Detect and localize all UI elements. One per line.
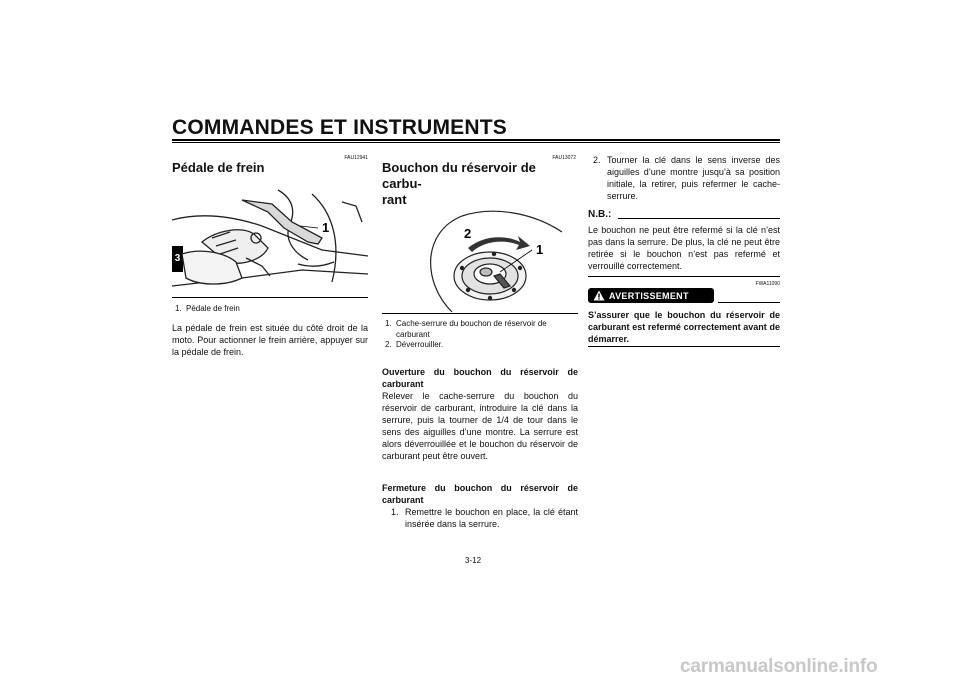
warning-rule [718, 302, 780, 303]
note-label: N.B.: [588, 209, 612, 220]
opening-heading: Ouverture du bouchon du réservoir de carburant [382, 367, 578, 389]
warning-badge [588, 288, 714, 303]
page-title: COMMANDES ET INSTRUMENTS [172, 116, 507, 139]
caption-text: Pédale de frein [186, 304, 240, 313]
figure-callout: 1 [536, 242, 544, 257]
warning-body: S’assurer que le bouchon du réservoir de carburant est refermé correctement avant de démarrer. [588, 310, 780, 344]
figure-callout: 1 [322, 220, 330, 235]
header-rule [172, 139, 780, 141]
closing-heading: Fermeture du bouchon du réservoir de carburant [382, 483, 578, 505]
section-title-line: rant [382, 192, 407, 207]
chapter-tab: 3 [172, 246, 183, 272]
note-rule [618, 218, 780, 219]
fuel-cap-illustration [382, 202, 578, 314]
page-number: 3-12 [465, 556, 482, 565]
closing-step-2 [593, 154, 780, 202]
warning-end-rule [588, 346, 780, 347]
step-text: Tourner la clé dans le sens inverse des aiguilles d’une montre jusqu’à sa position initiale, la retirer, puis refermer le cache-serrure. [607, 155, 780, 201]
section-title-fuel-cap [382, 160, 578, 208]
opening-body: Relever le cache-serrure du bouchon du réservoir de carburant, introduire la clé dans la serrure, puis la tourner de 1/4 de tour dans le sens des aiguilles d’une montre. La serrure est alors déverrouillée et le bouchon du réservoir de carburant peut être ouvert. [382, 391, 578, 461]
caption-number: 1. [385, 319, 392, 328]
caption-text: Déverrouiller. [396, 340, 444, 349]
brake-pedal-figure [172, 182, 368, 298]
warning-triangle-icon [593, 290, 605, 301]
section-title-brake-pedal: Pédale de frein [172, 160, 265, 175]
header-rule-thin [172, 142, 780, 143]
figure-callout: 2 [464, 226, 472, 241]
warning-label: AVERTISSEMENT [609, 290, 689, 301]
section-code: FAU12941 [344, 155, 368, 161]
closing-step-1 [391, 506, 578, 530]
fuel-cap-captions [385, 319, 575, 351]
fuel-cap-figure [382, 202, 578, 314]
brake-pedal-caption [175, 304, 365, 315]
step-number: 2. [593, 155, 601, 165]
watermark: carmanualsonline.info [680, 656, 878, 677]
warning-code: FWA11090 [755, 281, 780, 287]
note-body: Le bouchon ne peut être refermé si la clé n’est pas dans la serrure. De plus, la clé ne peut être retirée si le bouchon n’est pas refermé et verrouillé correctement. [588, 225, 780, 271]
note-end-rule [588, 276, 780, 277]
caption-number: 1. [175, 304, 182, 313]
brake-pedal-illustration [172, 182, 368, 298]
step-text: Remettre le bouchon en place, la clé étant insérée dans la serrure. [405, 507, 578, 529]
caption-text: Cache-serrure du bouchon de réservoir de carburant [396, 319, 547, 339]
section-code: FAU13072 [552, 155, 576, 161]
section-title-line: Bouchon du réservoir de carbu- [382, 160, 536, 191]
unlock-arrow-icon [468, 236, 530, 252]
brake-pedal-body: La pédale de frein est située du côté droit de la moto. Pour actionner le frein arrière, appuyer sur la pédale de frein. [172, 323, 368, 357]
caption-number: 2. [385, 340, 392, 349]
step-number: 1. [391, 507, 399, 517]
